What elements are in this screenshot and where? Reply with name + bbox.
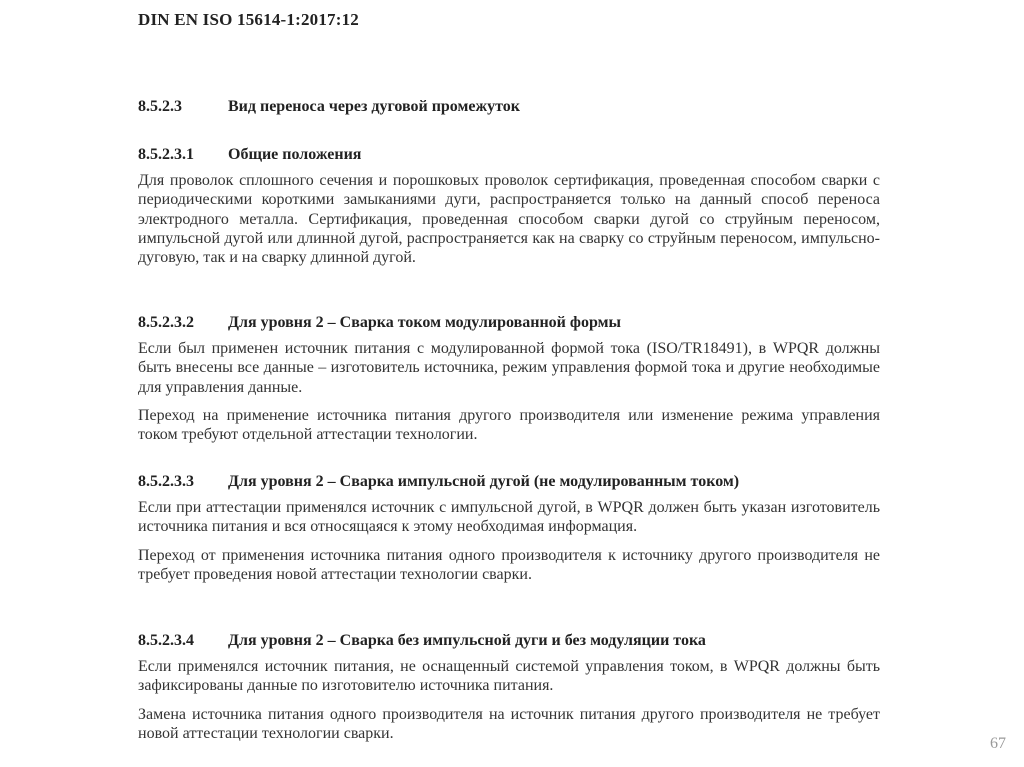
paragraph: Переход на применение источника питания другого производителя или изменение режима управления током требуют отдельной аттестации технологии.: [138, 406, 880, 444]
paragraph: Переход от применения источника питания одного производителя к источнику другого производителя не требует проведения новой аттестации технологии сварки.: [138, 546, 880, 583]
paragraph: Замена источника питания одного производителя на источник питания другого производителя не требует новой аттестации технологии сварки.: [138, 705, 880, 742]
subsection-title: Для уровня 2 – Сварка током модулированной формы: [228, 314, 622, 331]
section-title: Вид переноса через дуговой промежуток: [228, 98, 520, 115]
subsection-title: Общие положения: [228, 146, 362, 163]
subsection-heading: [138, 313, 880, 333]
paragraph: Если при аттестации применялся источник с импульсной дугой, в WPQR должен быть указан изготовитель источника питания и вся относящаяся к этому необходимая информация.: [138, 499, 880, 536]
subsection-number: 8.5.2.3.2: [138, 314, 194, 331]
subsection-8-5-2-3-3: [138, 472, 880, 584]
section-8-5-2-3: [138, 97, 880, 117]
subsection-title: Для уровня 2 – Сварка без импульсной дуги и без модуляции тока: [228, 632, 706, 649]
subsection-8-5-2-3-2: [138, 313, 880, 444]
page-number: 67: [990, 735, 1006, 752]
subsection-8-5-2-3-4: [138, 631, 880, 743]
subsection-8-5-2-3-1: [138, 145, 880, 267]
subsection-number: 8.5.2.3.1: [138, 146, 194, 163]
section-number: 8.5.2.3: [138, 98, 182, 115]
section-heading: [138, 97, 880, 117]
paragraph: Для проволок сплошного сечения и порошковых проволок сертификация, проведенная способом сварки с периодическими короткими замыканиями дуги, распространяется только на данный способ переноса электродного металла. Сертификация, проведенная способом сварки дугой со струйным переносом, импульсной дугой или длинной дугой, распространяется как на сварку со струйным переносом, импульсно-дуговую, так и на сварку длинной дугой.: [138, 172, 880, 267]
document-header: DIN EN ISO 15614-1:2017:12: [138, 10, 360, 29]
paragraph: Если применялся источник питания, не оснащенный системой управления током, в WPQR должны быть зафиксированы данные по изготовителю источника питания.: [138, 658, 880, 695]
subsection-number: 8.5.2.3.3: [138, 473, 194, 490]
subsection-title: Для уровня 2 – Сварка импульсной дугой (не модулированным током): [228, 473, 740, 490]
subsection-heading: [138, 145, 880, 165]
subsection-number: 8.5.2.3.4: [138, 632, 194, 649]
subsection-heading: [138, 472, 880, 492]
paragraph: Если был применен источник питания с модулированной формой тока (ISO/TR18491), в WPQR должны быть внесены все данные – изготовитель источника, режим управления формой тока и другие необходимые для управления данные.: [138, 340, 880, 396]
subsection-heading: [138, 631, 880, 651]
